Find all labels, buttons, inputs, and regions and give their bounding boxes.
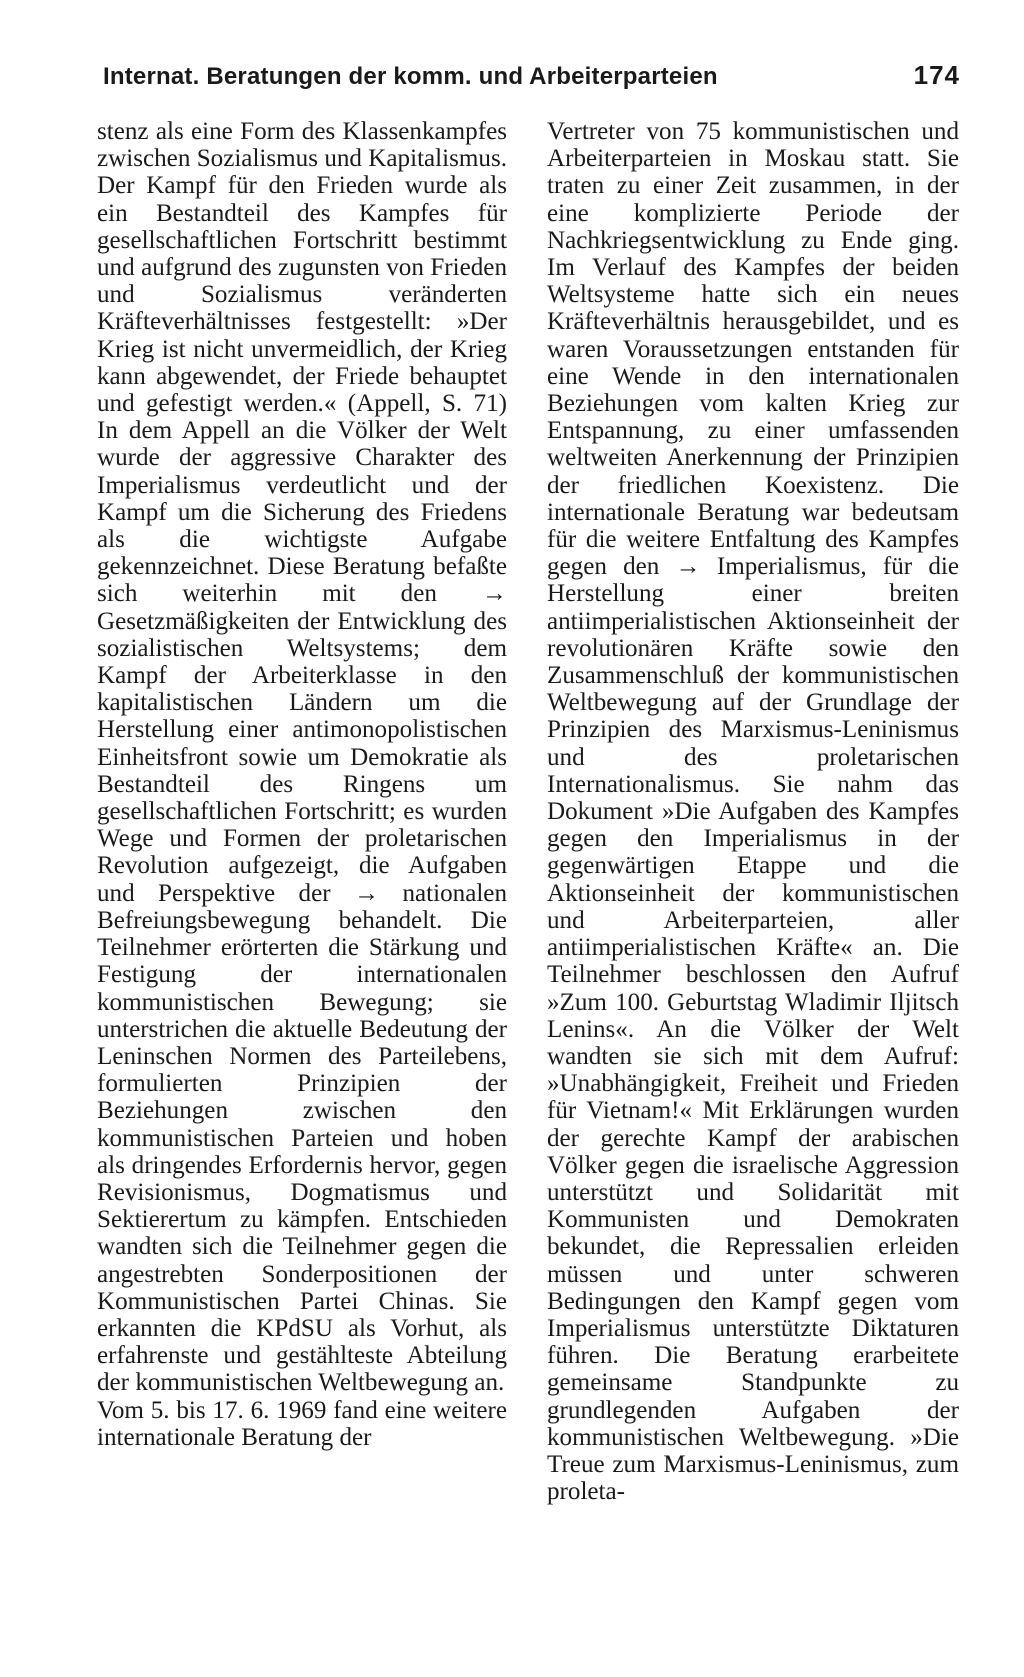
header-title: Internat. Beratungen der komm. und Arbeiterparteien: [103, 63, 718, 90]
left-paragraph-2: Vom 5. bis 17. 6. 1969 fand eine weitere internationale Beratung der: [97, 1396, 507, 1451]
left-column: [97, 118, 507, 1451]
right-paragraph-1: Vertreter von 75 kommunistischen und Arbeiterparteien in Moskau statt. Sie traten zu einer Zeit zusammen, in der eine komplizierte Periode der Nachkriegsentwicklung zu Ende ging. Im Verlauf des Kampfes der beiden Weltsysteme hatte sich ein neues Kräfteverhältnis herausgebildet, und es waren Voraussetzungen entstanden für eine Wende in den internationalen Beziehungen vom kalten Krieg zur Entspannung, zu einer umfassenden weltweiten Anerkennung der Prinzipien der friedlichen Koexistenz. Die internationale Beratung war bedeutsam für die weitere Entfaltung des Kampfes gegen den → Imperialismus, für die Herstellung einer breiten antiimperialistischen Aktionseinheit der revolutionären Kräfte sowie den Zusammenschluß der kommunistischen Weltbewegung auf der Grundlage der Prinzipien des Marxismus-Leninismus und des proletarischen Internationalismus. Sie nahm das Dokument »Die Aufgaben des Kampfes gegen den Imperialismus in der gegenwärtigen Etappe und die Aktionseinheit der kommunistischen und Arbeiterparteien, aller antiimperialistischen Kräfte« an. Die Teilnehmer beschlossen den Aufruf »Zum 100. Geburtstag Wladimir Iljitsch Lenins«. An die Völker der Welt wandten sie sich mit dem Aufruf: »Unabhängigkeit, Freiheit und Frieden für Vietnam!« Mit Erklärungen wurden der gerechte Kampf der arabischen Völker gegen die israelische Aggression unterstützt und Solidarität mit Kommunisten und Demokraten bekundet, die Repressalien erleiden müssen und unter schweren Bedingungen den Kampf gegen vom Imperialismus unterstützte Diktaturen führen. Die Beratung erarbeitete gemeinsame Standpunkte zu grundlegenden Aufgaben der kommunistischen Weltbewegung. »Die Treue zum Marxismus-Leninismus, zum proleta-: [547, 118, 959, 1506]
running-header: [103, 60, 960, 100]
left-paragraph-1: stenz als eine Form des Klassenkampfes zwischen Sozialismus und Kapitalismus. Der Kampf für den Frieden wurde als ein Bestandteil des Kampfes für gesellschaftlichen Fortschritt bestimmt und aufgrund des zugunsten von Frieden und Sozialismus veränderten Kräfteverhältnisses festgestellt: »Der Krieg ist nicht unvermeidlich, der Krieg kann abgewendet, der Friede behauptet und gefestigt werden.« (Appell, S. 71) In dem Appell an die Völker der Welt wurde der aggressive Charakter des Imperialismus verdeutlicht und der Kampf um die Sicherung des Friedens als die wichtigste Aufgabe gekennzeichnet. Diese Beratung befaßte sich weiterhin mit den → Gesetzmäßigkeiten der Entwicklung des sozialistischen Weltsystems; dem Kampf der Arbeiterklasse in den kapitalistischen Ländern um die Herstellung einer antimonopolistischen Einheitsfront sowie um Demokratie als Bestandteil des Ringens um gesellschaftlichen Fortschritt; es wurden Wege und Formen der proletarischen Revolution aufgezeigt, die Aufgaben und Perspektive der → nationalen Befreiungsbewegung behandelt. Die Teilnehmer erörterten die Stärkung und Festigung der internationalen kommunistischen Bewegung; sie unterstrichen die aktuelle Bedeutung der Leninschen Normen des Parteilebens, formulierten Prinzipien der Beziehungen zwischen den kommunistischen Parteien und hoben als dringendes Erfordernis hervor, gegen Revisionismus, Dogmatismus und Sektierertum zu kämpfen. Entschieden wandten sich die Teilnehmer gegen die angestrebten Sonderpositionen der Kommunistischen Partei Chinas. Sie erkannten die KPdSU als Vorhut, als erfahrenste und gestählteste Abteilung der kommunistischen Weltbewegung an.: [97, 118, 507, 1397]
right-column: [547, 118, 959, 1505]
page-number: 174: [913, 60, 960, 90]
